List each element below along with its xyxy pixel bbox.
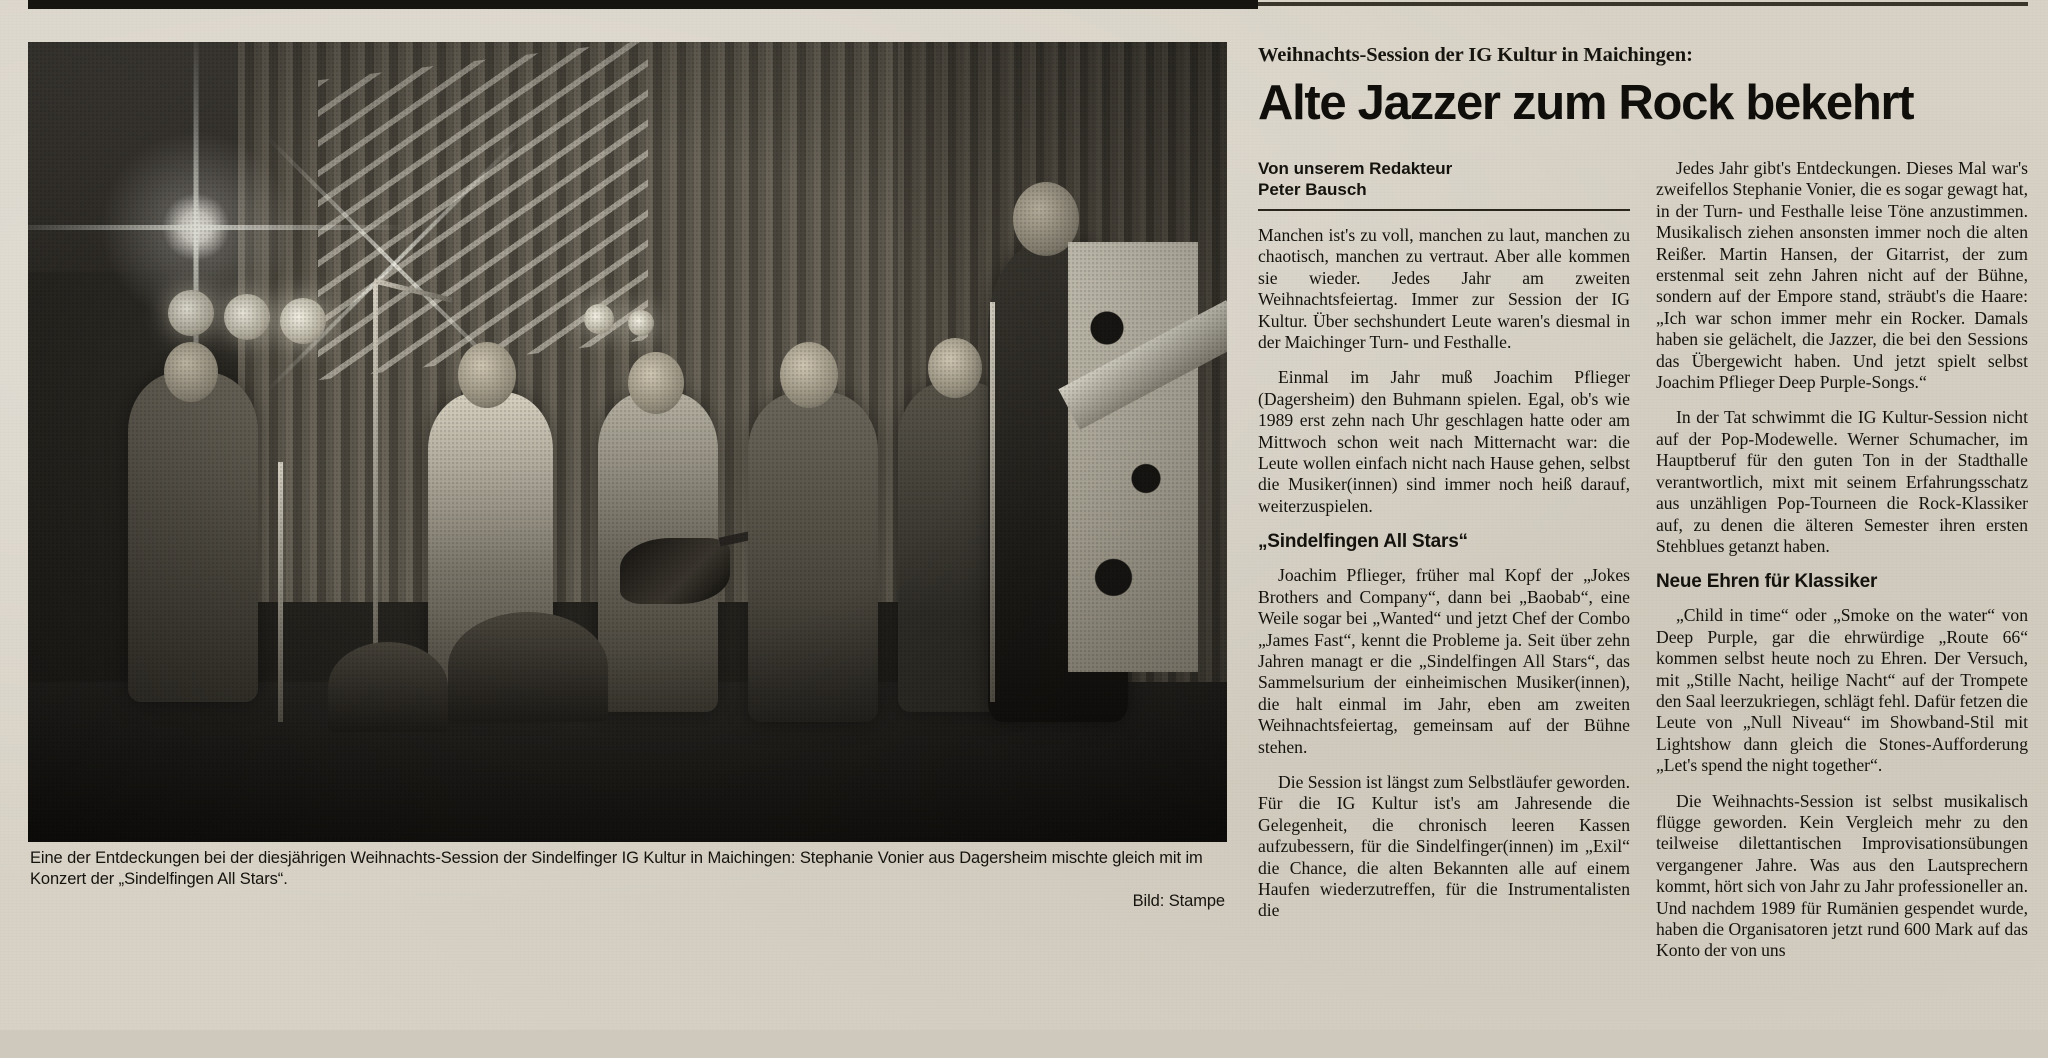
paragraph: Die Session ist längst zum Selbstläufer geworden. Für die IG Kultur ist's am Jahresende die Gelegenheit, die chronisch leeren Kassen aufzubessern, für die Sindelfinger(innen) im „Exil“ die Chance, die alten Bekannten alle auf einem Haufen wiederzutreffen, für die Instrumentalisten die: [1258, 771, 1630, 921]
stage-scene: [28, 42, 1227, 842]
photo-credit: Bild: Stampe: [1132, 892, 1225, 910]
article-column-left: [1258, 158, 1630, 1058]
page-top-rule-right: [1258, 2, 2028, 6]
article-photo: [28, 42, 1227, 842]
byline-line-2: Peter Bausch: [1258, 180, 1367, 199]
photo-block: [28, 42, 1227, 910]
byline: [1258, 158, 1630, 200]
article-column-right: [1656, 158, 2028, 1058]
paragraph: Manchen ist's zu voll, manchen zu laut, manchen zu chaotisch, manchen zu vertraut. Aber alle kommen sie wieder. Jedes Jahr am zweiten Weihnachtsfeiertag. Immer zur Session der IG Kultur. Über sechshundert Leute waren's diesmal in der Maichinger Turn- und Festhalle.: [1258, 225, 1630, 353]
byline-line-1: Von unserem Redakteur: [1258, 159, 1453, 178]
photo-caption-text: Eine der Entdeckungen bei der diesjährigen Weihnachts-Session der Sindelfinger IG Kultur in Maichingen: Stephanie Vonier aus Dagersheim mischte gleich mit im Konzert der „Sindelfingen All Stars“.: [30, 849, 1203, 888]
article-region: [1258, 44, 2028, 1024]
photo-caption: [30, 848, 1225, 912]
halftone-texture: [28, 42, 1227, 842]
byline-rule: [1258, 209, 1630, 211]
page-top-rule: [28, 0, 1258, 9]
article-kicker: Weihnachts-Session der IG Kultur in Maichingen:: [1258, 44, 1693, 66]
section-subhead: Neue Ehren für Klassiker: [1656, 571, 1878, 593]
article-columns: [1258, 158, 2028, 1058]
paragraph: Jedes Jahr gibt's Entdeckungen. Dieses Mal war's zweifellos Stephanie Vonier, die es sogar gewagt hat, in der Turn- und Festhalle leise Töne anzustimmen. Musikalisch ziehen ansonsten immer noch die alten Reißer. Martin Hansen, der Gitarrist, der zum erstenmal seit zehn Jahren nicht auf der Bühne, sondern auf der Empore stand, sträubt's die Haare: „Ich war schon immer mehr ein Rocker. Damals haben sie gelächelt, die Jazzer, die bei den Sessions das Übergewicht haben. Und jetzt spielt selbst Joachim Pflieger Deep Purple-Songs.“: [1656, 158, 2028, 393]
section-subhead: „Sindelfingen All Stars“: [1258, 531, 1468, 553]
paragraph: Einmal im Jahr muß Joachim Pflieger (Dagersheim) den Buhmann spielen. Egal, ob's wie 1989 erst zehn nach Uhr geschlagen hatte oder am Mittwoch schon weit nach Mitternacht war: die Leute wollen einfach nicht nach Hause gehen, selbst die Musiker(innen) sind immer noch heiß darauf, weiterzuspielen.: [1258, 367, 1630, 516]
paragraph: In der Tat schwimmt die IG Kultur-Session nicht auf der Pop-Modewelle. Werner Schumacher, im Hauptberuf für den guten Ton in der Stadthalle verantwortlich, mixt mit seinem Erfahrungsschatz aus unzähligen Pop-Tourneen die Rock-Klassiker auf, zu denen die älteren Semester ihren ersten Stehblues getanzt haben.: [1656, 407, 2028, 556]
article-headline: Alte Jazzer zum Rock bekehrt: [1258, 76, 1914, 130]
paragraph: „Child in time“ oder „Smoke on the water“ von Deep Purple, gar die ehrwürdige „Route 66“ kommen selbst heute noch zu Ehren. Der Versuch, mit „Stille Nacht, heilige Nacht“ auf der Trompete den Saal leerzukriegen, schlägt fehl. Dafür fetzen die Leute von „Null Niveau“ im Showband-Stil mit Lightshow dann gleich die Stones-Aufforderung „Let's spend the night together“.: [1656, 605, 2028, 776]
paragraph: Die Weihnachts-Session ist selbst musikalisch flügge geworden. Kein Vergleich mehr zu den teilweise dilettantischen Improvisationsübungen vergangener Jahre. Was aus den Lautsprechern kommt, hört sich von Jahr zu Jahr professioneller an. Und nachdem 1989 für Rumänien gespendet wurde, haben die Organisatoren jetzt rund 600 Mark auf das Konto der von uns: [1656, 790, 2028, 961]
paragraph: Joachim Pflieger, früher mal Kopf der „Jokes Brothers and Company“, dann bei „Baobab“, eine Weile sogar bei „Wanted“ und jetzt Chef der Combo „James Fast“, kennt die Probleme ja. Seit über zehn Jahren managt er die „Sindelfingen All Stars“, das Sammelsurium der einheimischen Musiker(innen), die halt einmal im Jahr, eben am zweiten Weihnachtsfeiertag, gemeinsam auf der Bühne stehen.: [1258, 565, 1630, 757]
